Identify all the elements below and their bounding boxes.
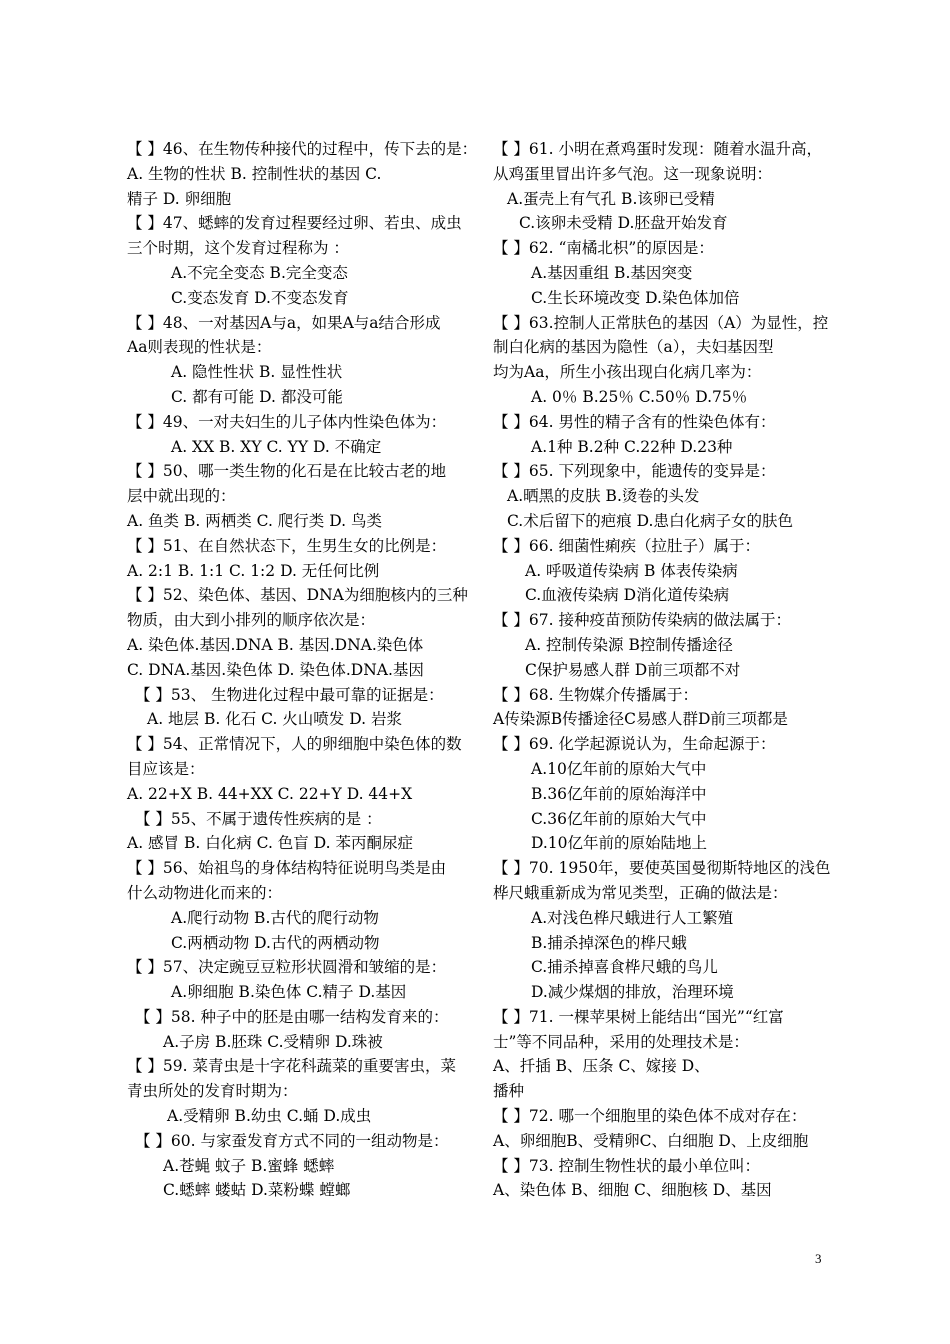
text-line: 从鸡蛋里冒出许多气泡。这一现象说明： bbox=[493, 164, 773, 183]
text-line: 【 】63.控制人正常肤色的基因（A）为显性，控 bbox=[493, 313, 829, 332]
text-line: A.苍蝇 蚊子 B.蜜蜂 蟋蟀 bbox=[163, 1156, 335, 1175]
text-line: 【 】66. 细菌性痢疾（拉肚子）属于： bbox=[493, 536, 761, 555]
text-line: 【 】55、不属于遗传性疾病的是 ： bbox=[135, 809, 382, 828]
text-line: A. 生物的性状 B. 控制性状的基因 C. bbox=[127, 164, 382, 183]
text-line: 【 】48、一对基因A与a，如果A与a结合形成 bbox=[127, 313, 441, 332]
text-line: 什么动物进化而来的： bbox=[127, 883, 283, 902]
text-line: A. 感冒 B. 白化病 C. 色盲 D. 苯丙酮尿症 bbox=[127, 834, 413, 853]
text-line: A.基因重组 B.基因突变 bbox=[531, 263, 693, 282]
page-number: 3 bbox=[815, 1251, 822, 1266]
text-line: A. 染色体.基因.DNA B. 基因.DNA.染色体 bbox=[127, 635, 424, 654]
text-line: A. 鱼类 B. 两栖类 C. 爬行类 D. 鸟类 bbox=[127, 511, 382, 530]
text-line: 目应该是： bbox=[127, 759, 205, 778]
text-line: C保护易感人群 D前三项都不对 bbox=[525, 660, 741, 679]
text-line: 层中就出现的： bbox=[127, 487, 236, 506]
text-line: 青虫所处的发育时期为： bbox=[127, 1082, 298, 1101]
text-line: D.10亿年前的原始陆地上 bbox=[531, 834, 708, 853]
text-line: Aa则表现的性状是： bbox=[127, 338, 272, 357]
text-line: 【 】57、决定豌豆豆粒形状圆滑和皱缩的是： bbox=[127, 958, 447, 977]
text-line: A.10亿年前的原始大气中 bbox=[531, 759, 707, 778]
text-line: 【 】46、在生物传种接代的过程中，传下去的是： bbox=[127, 140, 478, 158]
text-line: A. 2:1 B. 1:1 C. 1:2 D. 无任何比例 bbox=[127, 561, 380, 580]
text-line: C.两栖动物 D.古代的两栖动物 bbox=[171, 933, 380, 952]
text-line: C.血液传染病 D消化道传染病 bbox=[525, 586, 730, 605]
text-line: A传染源B传播途径C易感人群D前三项都是 bbox=[493, 710, 788, 729]
text-line: A.晒黑的皮肤 B.烫卷的头发 bbox=[507, 487, 700, 506]
text-line: 【 】72. 哪一个细胞里的染色体不成对存在： bbox=[493, 1107, 807, 1126]
text-line: 【 】71. 一棵苹果树上能结出“国光”“红富 bbox=[493, 1007, 784, 1026]
text-line: 【 】62. “南橘北枳”的原因是： bbox=[493, 239, 714, 258]
text-line: 【 】59. 菜青虫是十字花科蔬菜的重要害虫，菜 bbox=[127, 1057, 457, 1076]
text-line: 桦尺蛾重新成为常见类型，正确的做法是： bbox=[493, 883, 788, 902]
text-line: 【 】68. 生物媒介传播属于： bbox=[493, 685, 699, 704]
text-line: 【 】51、在自然状态下，生男生女的比例是： bbox=[127, 536, 447, 555]
text-line: A. 控制传染源 B控制传播途径 bbox=[525, 635, 733, 654]
text-line: 【 】52、染色体、基因、DNA为细胞核内的三种 bbox=[127, 586, 468, 605]
text-line: A.受精卵 B.幼虫 C.蛹 D.成虫 bbox=[167, 1107, 372, 1126]
text-line: 【 】53、 生物进化过程中最可靠的证据是： bbox=[135, 685, 444, 704]
text-line: 【 】67. 接种疫苗预防传染病的做法属于： bbox=[493, 611, 792, 630]
text-line: A.1种 B.2种 C.22种 D.23种 bbox=[531, 437, 733, 456]
text-line: 【 】65. 下列现象中，能遗传的变异是： bbox=[493, 462, 776, 481]
text-line: 【 】73. 控制生物性状的最小单位叫： bbox=[493, 1156, 761, 1175]
text-line: A.蛋壳上有气孔 B.该卵已受精 bbox=[507, 189, 715, 208]
text-line: 三个时期，这个发育过程称为 ： bbox=[127, 239, 349, 258]
text-line: 【 】69. 化学起源说认为，生命起源于： bbox=[493, 735, 776, 754]
text-line: 【 】47、蟋蟀的发育过程要经过卵、若虫、成虫 bbox=[127, 214, 462, 233]
text-line: A. 呼吸道传染病 B 体表传染病 bbox=[525, 561, 738, 580]
text-line: A.卵细胞 B.染色体 C.精子 D.基因 bbox=[171, 983, 407, 1002]
text-line: C.生长环境改变 D.染色体加倍 bbox=[531, 288, 740, 307]
text-line: A、卵细胞B、受精卵C、白细胞 D、上皮细胞 bbox=[493, 1131, 809, 1150]
text-line: 制白化病的基因为隐性（a），夫妇基因型 bbox=[493, 338, 774, 357]
text-line: A、染色体 B、细胞 C、细胞核 D、基因 bbox=[493, 1181, 772, 1200]
text-line: A.爬行动物 B.古代的爬行动物 bbox=[171, 908, 379, 927]
text-line: C.变态发育 D.不变态发育 bbox=[171, 288, 349, 307]
text-line: C.该卵未受精 D.胚盘开始发育 bbox=[519, 214, 728, 233]
text-line: 士”等不同品种，采用的处理技术是： bbox=[493, 1032, 749, 1051]
text-line: A. 0％ B.25％ C.50％ D.75％ bbox=[531, 387, 748, 406]
text-line: 【 】58. 种子中的胚是由哪一结构发育来的： bbox=[135, 1007, 449, 1026]
text-line: 【 】49、一对夫妇生的儿子体内性染色体为： bbox=[127, 412, 447, 431]
text-line: A. 地层 B. 化石 C. 火山喷发 D. 岩浆 bbox=[147, 710, 402, 729]
text-line: A.对浅色桦尺蛾进行人工繁殖 bbox=[531, 908, 734, 927]
text-line: A. 隐性性状 B. 显性性状 bbox=[171, 363, 343, 382]
text-line: 物质，由大到小排列的顺序依次是： bbox=[127, 611, 376, 630]
text-line: C.蟋蟀 蝼蛄 D.菜粉蝶 螳螂 bbox=[163, 1181, 351, 1200]
text-line: 【 】50、哪一类生物的化石是在比较古老的地 bbox=[127, 462, 447, 481]
text-line: C.术后留下的疤痕 D.患白化病子女的肤色 bbox=[507, 511, 793, 530]
text-line: 播种 bbox=[493, 1082, 525, 1101]
text-line: A.子房 B.胚珠 C.受精卵 D.珠被 bbox=[163, 1032, 383, 1051]
text-line: B.36亿年前的原始海洋中 bbox=[531, 784, 707, 803]
text-line: 【 】70. 1950年，要使英国曼彻斯特地区的浅色 bbox=[493, 859, 831, 878]
text-line: A. XX B. XY C. YY D. 不确定 bbox=[171, 437, 382, 456]
right-column bbox=[493, 137, 831, 1203]
text-line: A. 22+X B. 44+XX C. 22+Y D. 44+X bbox=[127, 784, 413, 803]
text-line: A.不完全变态 B.完全变态 bbox=[171, 263, 348, 282]
text-line: A、扦插 B、压条 C、嫁接 D、 bbox=[493, 1057, 710, 1076]
text-line: C. DNA.基因.染色体 D. 染色体.DNA.基因 bbox=[127, 660, 424, 679]
text-line: 【 】64. 男性的精子含有的性染色体有： bbox=[493, 412, 776, 431]
left-column bbox=[127, 137, 478, 1203]
text-line: B.捕杀掉深色的桦尺蛾 bbox=[531, 933, 687, 952]
text-line: 【 】54、正常情况下，人的卵细胞中染色体的数 bbox=[127, 735, 462, 754]
text-line: 【 】56、始祖鸟的身体结构特征说明鸟类是由 bbox=[127, 859, 447, 878]
text-line: 均为Aa，所生小孩出现白化病几率为： bbox=[493, 363, 762, 382]
text-line: C.捕杀掉喜食桦尺蛾的鸟儿 bbox=[531, 958, 718, 977]
text-line: D.减少煤烟的排放，治理环境 bbox=[531, 983, 734, 1002]
text-line: C. 都有可能 D. 都没可能 bbox=[171, 387, 343, 406]
text-line: 精子 D. 卵细胞 bbox=[127, 189, 232, 208]
text-line: 【 】60. 与家蚕发育方式不同的一组动物是： bbox=[135, 1131, 449, 1150]
text-line: 【 】61. 小明在煮鸡蛋时发现：随着水温升高， bbox=[493, 140, 823, 158]
text-line: C.36亿年前的原始大气中 bbox=[531, 809, 707, 828]
